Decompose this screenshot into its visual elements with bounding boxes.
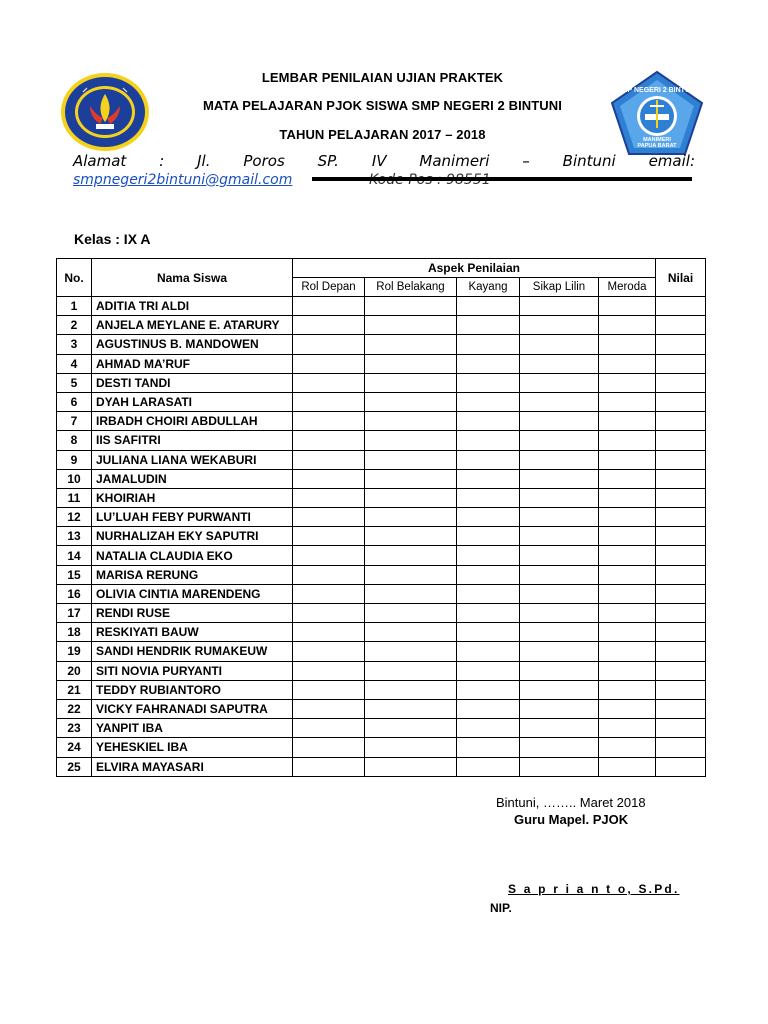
table-row [57,757,706,776]
score-cell[interactable] [293,392,365,411]
score-cell[interactable] [599,508,656,527]
score-cell[interactable] [520,719,599,738]
nilai-cell[interactable] [656,757,706,776]
score-cell[interactable] [457,623,520,642]
score-cell[interactable] [457,412,520,431]
score-cell[interactable] [365,354,457,373]
score-cell[interactable] [293,508,365,527]
nilai-cell[interactable] [656,354,706,373]
score-cell[interactable] [520,335,599,354]
header-divider [312,177,692,181]
col-header-aspek: Aspek Penilaian [293,259,656,278]
score-cell[interactable] [293,757,365,776]
score-cell[interactable] [293,527,365,546]
col-header-sikap-lilin: Sikap Lilin [520,278,599,297]
school-address: Alamat : Jl. Poros SP. IV Manimeri – Bintuni email: [73,152,695,170]
score-cell[interactable] [599,584,656,603]
score-cell[interactable] [520,488,599,507]
score-cell[interactable] [599,604,656,623]
table-row [57,699,706,718]
score-cell[interactable] [599,623,656,642]
class-label: Kelas : IX A [74,231,151,247]
score-cell[interactable] [365,392,457,411]
score-cell[interactable] [365,757,457,776]
score-cell[interactable] [293,488,365,507]
score-cell[interactable] [457,316,520,335]
student-name: IIS SAFITRI [92,431,293,450]
student-name: ANJELA MEYLANE E. ATARURY [92,316,293,335]
score-cell[interactable] [520,546,599,565]
score-cell[interactable] [293,642,365,661]
score-cell[interactable] [365,661,457,680]
score-cell[interactable] [599,527,656,546]
score-cell[interactable] [457,584,520,603]
student-name: YANPIT IBA [92,719,293,738]
table-row [57,431,706,450]
student-name: JAMALUDIN [92,469,293,488]
score-cell[interactable] [293,623,365,642]
score-cell[interactable] [365,431,457,450]
table-row [57,680,706,699]
student-name: YEHESKIEL IBA [92,738,293,757]
table-row [57,297,706,316]
score-cell[interactable] [520,584,599,603]
row-number: 5 [57,373,92,392]
row-number: 1 [57,297,92,316]
score-cell[interactable] [293,584,365,603]
col-header-rol-depan: Rol Depan [293,278,365,297]
col-header-rol-belakang: Rol Belakang [365,278,457,297]
table-row [57,335,706,354]
score-cell[interactable] [365,604,457,623]
nilai-cell[interactable] [656,604,706,623]
score-cell[interactable] [293,373,365,392]
score-cell[interactable] [520,354,599,373]
score-cell[interactable] [457,565,520,584]
row-number: 14 [57,546,92,565]
score-cell[interactable] [293,680,365,699]
row-number: 6 [57,392,92,411]
score-cell[interactable] [457,680,520,699]
score-cell[interactable] [599,297,656,316]
logo-bottom-text-1: MANIMERI [643,137,671,143]
score-cell[interactable] [365,680,457,699]
score-cell[interactable] [599,488,656,507]
score-cell[interactable] [599,450,656,469]
score-cell[interactable] [599,373,656,392]
table-row [57,738,706,757]
col-header-meroda: Meroda [599,278,656,297]
score-cell[interactable] [599,412,656,431]
row-number: 23 [57,719,92,738]
score-cell[interactable] [365,546,457,565]
place-date: Bintuni, …….. Maret 2018 [496,795,646,810]
row-number: 16 [57,584,92,603]
score-cell[interactable] [520,738,599,757]
table-row [57,392,706,411]
score-cell[interactable] [457,392,520,411]
score-cell[interactable] [293,604,365,623]
score-cell[interactable] [520,450,599,469]
score-cell[interactable] [293,546,365,565]
score-cell[interactable] [365,488,457,507]
score-cell[interactable] [599,661,656,680]
score-cell[interactable] [365,412,457,431]
nilai-cell[interactable] [656,392,706,411]
score-cell[interactable] [457,488,520,507]
school-logo [610,70,704,156]
nilai-cell[interactable] [656,412,706,431]
student-name: ELVIRA MAYASARI [92,757,293,776]
score-cell[interactable] [365,642,457,661]
tut-wuri-handayani-logo [60,72,150,152]
table-row [57,661,706,680]
title-line-1: LEMBAR PENILAIAN UJIAN PRAKTEK [261,70,504,85]
nilai-cell[interactable] [656,527,706,546]
student-name: VICKY FAHRANADI SAPUTRA [92,699,293,718]
table-row [57,642,706,661]
signer-role: Guru Mapel. PJOK [514,812,629,827]
student-name: ADITIA TRI ALDI [92,297,293,316]
col-header-no: No. [57,259,92,297]
score-cell[interactable] [457,527,520,546]
row-number: 9 [57,450,92,469]
score-cell[interactable] [365,316,457,335]
score-cell[interactable] [520,297,599,316]
score-cell[interactable] [520,392,599,411]
score-cell[interactable] [599,642,656,661]
score-cell[interactable] [599,335,656,354]
table-body [57,297,706,777]
table-row [57,412,706,431]
logo-bottom-text-2: PAPUA BARAT [637,143,677,149]
student-name: LU’LUAH FEBY PURWANTI [92,508,293,527]
score-cell[interactable] [457,335,520,354]
score-cell[interactable] [365,297,457,316]
score-cell[interactable] [457,699,520,718]
student-name: OLIVIA CINTIA MARENDENG [92,584,293,603]
row-number: 4 [57,354,92,373]
title-line-2: MATA PELAJARAN PJOK SISWA SMP NEGERI 2 BINTUNI [202,98,562,113]
score-cell[interactable] [520,316,599,335]
table-row [57,546,706,565]
row-number: 18 [57,623,92,642]
score-cell[interactable] [599,757,656,776]
score-cell[interactable] [365,623,457,642]
score-cell[interactable] [520,373,599,392]
score-cell[interactable] [599,546,656,565]
score-cell[interactable] [520,661,599,680]
row-number: 17 [57,604,92,623]
nilai-cell[interactable] [656,469,706,488]
score-cell[interactable] [520,680,599,699]
score-cell[interactable] [520,699,599,718]
score-cell[interactable] [457,642,520,661]
row-number: 7 [57,412,92,431]
score-cell[interactable] [520,757,599,776]
score-cell[interactable] [520,604,599,623]
score-cell[interactable] [599,719,656,738]
row-number: 2 [57,316,92,335]
score-cell[interactable] [365,373,457,392]
signer-name: S a p r i a n t o, S.Pd. [508,882,680,896]
score-cell[interactable] [599,738,656,757]
signer-nip: NIP. [490,901,512,915]
row-number: 13 [57,527,92,546]
table-row [57,488,706,507]
nilai-cell[interactable] [656,508,706,527]
nilai-cell[interactable] [656,450,706,469]
score-cell[interactable] [520,565,599,584]
score-cell[interactable] [293,335,365,354]
row-number: 3 [57,335,92,354]
score-cell[interactable] [599,431,656,450]
score-cell[interactable] [457,604,520,623]
score-cell[interactable] [599,392,656,411]
student-name: SANDI HENDRIK RUMAKEUW [92,642,293,661]
score-cell[interactable] [457,661,520,680]
score-cell[interactable] [457,373,520,392]
nilai-cell[interactable] [656,546,706,565]
score-cell[interactable] [365,450,457,469]
score-cell[interactable] [365,719,457,738]
row-number: 19 [57,642,92,661]
score-cell[interactable] [365,699,457,718]
score-cell[interactable] [599,354,656,373]
table-row [57,584,706,603]
title-line-3: TAHUN PELAJARAN 2017 – 2018 [279,127,486,142]
score-cell[interactable] [293,469,365,488]
nilai-cell[interactable] [656,623,706,642]
row-number: 12 [57,508,92,527]
table-row [57,373,706,392]
row-number: 20 [57,661,92,680]
nilai-cell[interactable] [656,719,706,738]
col-header-kayang: Kayang [457,278,520,297]
score-cell[interactable] [520,508,599,527]
score-cell[interactable] [599,316,656,335]
nilai-cell[interactable] [656,297,706,316]
nilai-cell[interactable] [656,584,706,603]
nilai-cell[interactable] [656,642,706,661]
table-row [57,316,706,335]
score-cell[interactable] [293,354,365,373]
score-cell[interactable] [599,565,656,584]
score-cell[interactable] [457,757,520,776]
score-cell[interactable] [520,527,599,546]
score-cell[interactable] [293,412,365,431]
score-cell[interactable] [599,469,656,488]
row-number: 8 [57,431,92,450]
score-cell[interactable] [599,680,656,699]
student-name: AHMAD MA’RUF [92,354,293,373]
nilai-cell[interactable] [656,373,706,392]
student-name: JULIANA LIANA WEKABURI [92,450,293,469]
score-cell[interactable] [457,450,520,469]
row-number: 25 [57,757,92,776]
col-header-nilai: Nilai [656,259,706,297]
email-link[interactable]: smpnegeri2bintuni@gmail.com [73,172,293,188]
table-row [57,354,706,373]
score-cell[interactable] [365,469,457,488]
score-cell[interactable] [520,642,599,661]
score-cell[interactable] [520,469,599,488]
student-name: TEDDY RUBIANTORO [92,680,293,699]
nilai-cell[interactable] [656,316,706,335]
row-number: 15 [57,565,92,584]
table-row [57,450,706,469]
student-name: DYAH LARASATI [92,392,293,411]
score-cell[interactable] [293,699,365,718]
score-cell[interactable] [457,719,520,738]
score-cell[interactable] [293,738,365,757]
table-row [57,565,706,584]
score-cell[interactable] [365,508,457,527]
table-row [57,604,706,623]
score-cell[interactable] [293,316,365,335]
row-number: 11 [57,488,92,507]
row-number: 24 [57,738,92,757]
table-row [57,508,706,527]
row-number: 21 [57,680,92,699]
table-row [57,527,706,546]
logo-ring-text: SMP NEGERI 2 BINTUNI [617,87,697,94]
nilai-cell[interactable] [656,680,706,699]
score-cell[interactable] [293,719,365,738]
assessment-table [56,258,706,777]
student-name: NURHALIZAH EKY SAPUTRI [92,527,293,546]
score-cell[interactable] [520,412,599,431]
student-name: RENDI RUSE [92,604,293,623]
score-cell[interactable] [457,738,520,757]
nilai-cell[interactable] [656,565,706,584]
row-number: 22 [57,699,92,718]
score-cell[interactable] [365,335,457,354]
nilai-cell[interactable] [656,335,706,354]
score-cell[interactable] [457,297,520,316]
table-row [57,623,706,642]
student-name: AGUSTINUS B. MANDOWEN [92,335,293,354]
score-cell[interactable] [520,623,599,642]
student-name: DESTI TANDI [92,373,293,392]
score-cell[interactable] [457,354,520,373]
nilai-cell[interactable] [656,488,706,507]
score-cell[interactable] [457,508,520,527]
score-cell[interactable] [457,546,520,565]
score-cell[interactable] [457,431,520,450]
student-name: SITI NOVIA PURYANTI [92,661,293,680]
nilai-cell[interactable] [656,699,706,718]
score-cell[interactable] [293,450,365,469]
student-name: IRBADH CHOIRI ABDULLAH [92,412,293,431]
row-number: 10 [57,469,92,488]
score-cell[interactable] [520,431,599,450]
score-cell[interactable] [365,738,457,757]
score-cell[interactable] [293,431,365,450]
score-cell[interactable] [365,584,457,603]
nilai-cell[interactable] [656,738,706,757]
score-cell[interactable] [293,297,365,316]
score-cell[interactable] [293,565,365,584]
table-row [57,719,706,738]
col-header-nama: Nama Siswa [92,259,293,297]
student-name: MARISA RERUNG [92,565,293,584]
score-cell[interactable] [365,527,457,546]
score-cell[interactable] [599,699,656,718]
table-row [57,469,706,488]
student-name: NATALIA CLAUDIA EKO [92,546,293,565]
nilai-cell[interactable] [656,431,706,450]
score-cell[interactable] [457,469,520,488]
score-cell[interactable] [293,661,365,680]
score-cell[interactable] [365,565,457,584]
student-name: RESKIYATI BAUW [92,623,293,642]
nilai-cell[interactable] [656,661,706,680]
student-name: KHOIRIAH [92,488,293,507]
